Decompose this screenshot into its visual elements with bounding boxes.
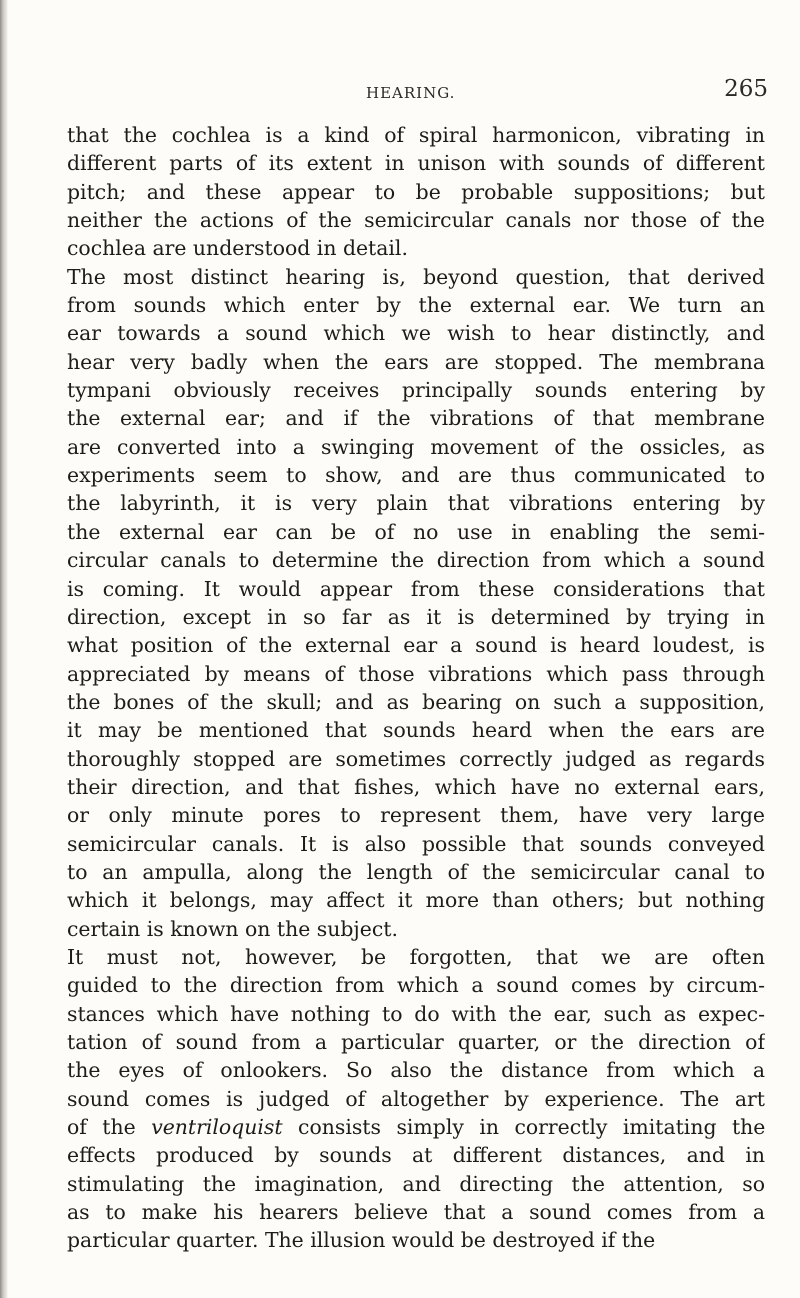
- text-line: effects produced by sounds at different distances, and in: [67, 1143, 765, 1168]
- page-header: [68, 76, 768, 110]
- text-line: ear towards a sound which we wish to hear distinctly, and: [67, 321, 765, 346]
- text-line: which it belongs, may affect it more than others; but nothing: [67, 888, 765, 913]
- text-segment: consists simply in correctly imitating the: [282, 1115, 765, 1140]
- text-line: are converted into a swinging movement of the ossicles, as: [67, 434, 765, 459]
- text-line: tympani obviously receives principally sounds entering by: [67, 378, 765, 403]
- text-line: that the cochlea is a kind of spiral harmonicon, vibrating in: [67, 123, 765, 147]
- text-line: pitch; and these appear to be probable suppositions; but: [67, 179, 765, 204]
- italic-term: ventriloquist: [151, 1115, 283, 1140]
- text-line: experiments seem to show, and are thus communicated to: [67, 463, 765, 488]
- text-line-ventriloquist: [67, 1113, 765, 1141]
- text-line: circular canals to determine the direction from which a sound: [67, 548, 765, 573]
- text-line: the external ear can be of no use in enabling the semi-: [67, 519, 765, 544]
- running-head: HEARING.: [366, 84, 456, 102]
- paragraph-start-line: The most distinct hearing is, beyond question, that derived: [67, 264, 765, 289]
- text-line: from sounds which enter by the external ear. We turn an: [67, 293, 765, 318]
- text-line: is coming. It would appear from these considerations that: [67, 576, 765, 601]
- text-line: guided to the direction from which a sound comes by circum-: [67, 973, 765, 998]
- text-line: certain is known on the subject.: [67, 916, 398, 941]
- paragraph-start-line: It must not, however, be forgotten, that we are often: [67, 944, 765, 969]
- text-line: as to make his hearers believe that a sound comes from a: [67, 1200, 765, 1225]
- text-line: direction, except in so far as it is determined by trying in: [67, 604, 765, 629]
- text-line: their direction, and that fishes, which have no external ears,: [67, 774, 765, 799]
- text-line: or only minute pores to represent them, have very large: [67, 803, 765, 828]
- text-line: semicircular canals. It is also possible that sounds conveyed: [67, 831, 765, 856]
- text-line: sound comes is judged of altogether by experience. The art: [67, 1086, 765, 1111]
- text-line: cochlea are understood in detail.: [67, 236, 408, 261]
- text-line: tation of sound from a particular quarter, or the direction of: [67, 1030, 765, 1054]
- text-line: appreciated by means of those vibrations which pass through: [67, 661, 765, 686]
- text-line: the labyrinth, it is very plain that vibrations entering by: [67, 491, 765, 516]
- text-segment: of the: [67, 1115, 152, 1140]
- text-line: neither the actions of the semicircular canals nor those of the: [67, 208, 765, 233]
- text-line: stances which have nothing to do with the ear, such as expec-: [67, 1001, 765, 1026]
- text-line: hear very badly when the ears are stopped. The membrana: [67, 349, 765, 374]
- text-line: different parts of its extent in unison with sounds of different: [67, 151, 765, 176]
- page-number: 265: [724, 76, 768, 102]
- text-line: the eyes of onlookers. So also the distance from which a: [67, 1058, 765, 1083]
- text-line: to an ampulla, along the length of the semicircular canal to: [67, 859, 765, 884]
- text-line: stimulating the imagination, and directing the attention, so: [67, 1171, 765, 1196]
- text-line: particular quarter. The illusion would be destroyed if the: [67, 1228, 656, 1253]
- text-line: thoroughly stopped are sometimes correctly judged as regards: [67, 746, 765, 771]
- text-line: the bones of the skull; and as bearing on such a supposition,: [67, 689, 765, 714]
- text-line: what position of the external ear a sound is heard loudest, is: [67, 633, 765, 658]
- text-line: it may be mentioned that sounds heard when the ears are: [67, 718, 765, 743]
- body-text: [67, 121, 765, 1255]
- text-line: the external ear; and if the vibrations of that membrane: [67, 406, 765, 431]
- page-binding-edge: [0, 0, 8, 1298]
